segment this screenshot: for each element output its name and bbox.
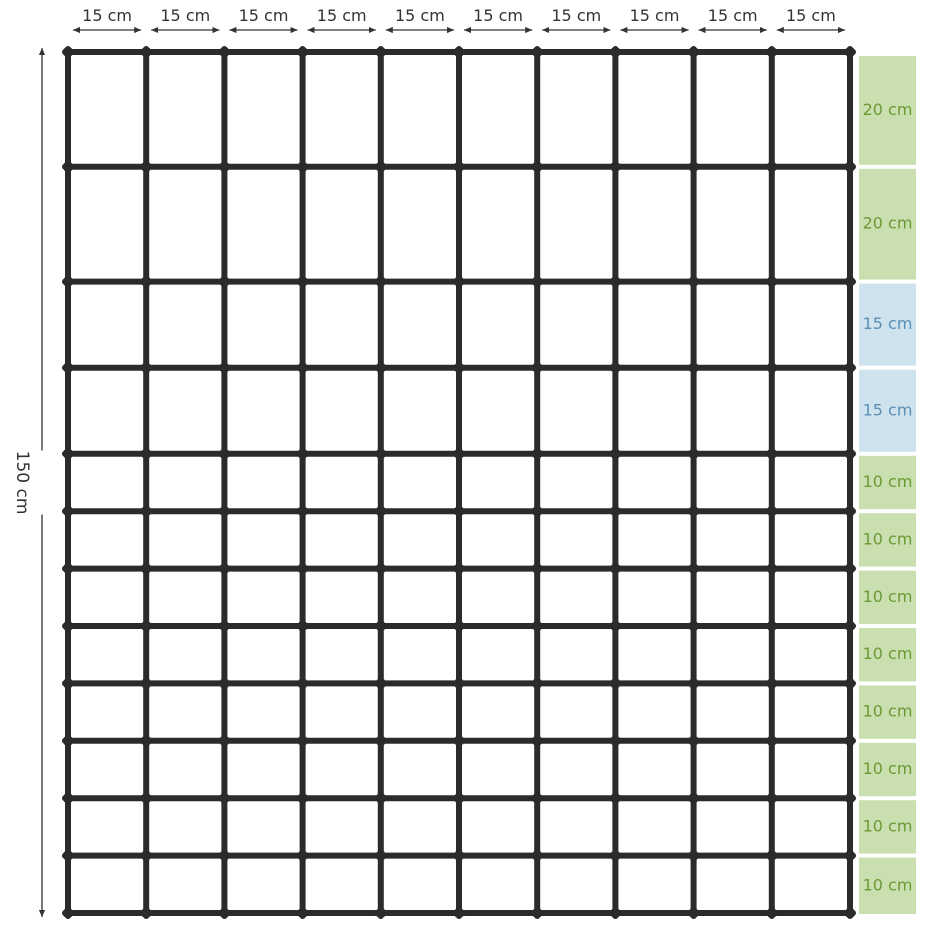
weld-joint — [688, 449, 698, 459]
row-spacing-label: 10 cm — [862, 816, 913, 836]
row-spacing-bands — [859, 56, 916, 914]
row-spacing-label: 15 cm — [862, 400, 913, 420]
weld-joint — [610, 47, 620, 57]
weld-joint — [63, 276, 73, 286]
weld-joint — [610, 793, 620, 803]
weld-joint — [845, 678, 855, 688]
weld-joint — [767, 276, 777, 286]
weld-joint — [845, 363, 855, 373]
weld-joint — [376, 563, 386, 573]
weld-joint — [532, 276, 542, 286]
weld-joint — [63, 678, 73, 688]
weld-joint — [532, 162, 542, 172]
weld-joint — [376, 47, 386, 57]
weld-joint — [141, 276, 151, 286]
weld-joint — [845, 908, 855, 918]
weld-joint — [532, 563, 542, 573]
weld-joint — [610, 276, 620, 286]
weld-joint — [610, 563, 620, 573]
column-dimension-label: 15 cm — [160, 6, 211, 25]
weld-joint — [219, 908, 229, 918]
weld-joint — [532, 363, 542, 373]
column-dimension-label: 15 cm — [551, 6, 602, 25]
weld-joint — [376, 506, 386, 516]
weld-joint — [610, 678, 620, 688]
weld-joint — [376, 908, 386, 918]
weld-joint — [767, 621, 777, 631]
weld-joint — [532, 449, 542, 459]
weld-joint — [454, 449, 464, 459]
row-spacing-label: 20 cm — [862, 99, 913, 119]
row-spacing-label: 10 cm — [862, 875, 913, 895]
weld-joint — [532, 621, 542, 631]
weld-joint — [610, 736, 620, 746]
weld-joint — [297, 47, 307, 57]
weld-joint — [845, 563, 855, 573]
weld-joint — [219, 793, 229, 803]
weld-joint — [297, 850, 307, 860]
weld-joint — [767, 678, 777, 688]
weld-joint — [688, 678, 698, 688]
weld-joint — [454, 850, 464, 860]
weld-joint — [454, 736, 464, 746]
weld-joint — [297, 363, 307, 373]
weld-joint — [376, 363, 386, 373]
weld-joint — [454, 363, 464, 373]
column-dimensions — [73, 6, 845, 30]
weld-joint — [141, 621, 151, 631]
weld-joint — [688, 276, 698, 286]
weld-joint — [219, 363, 229, 373]
weld-joint — [219, 850, 229, 860]
weld-joint — [63, 621, 73, 631]
weld-joint — [219, 47, 229, 57]
weld-joint — [376, 449, 386, 459]
weld-joint — [688, 736, 698, 746]
weld-joint — [141, 162, 151, 172]
weld-joint — [532, 850, 542, 860]
weld-joint — [141, 678, 151, 688]
weld-joint — [141, 908, 151, 918]
weld-joint — [63, 506, 73, 516]
weld-joint — [767, 563, 777, 573]
weld-joint — [845, 449, 855, 459]
weld-joint — [688, 162, 698, 172]
weld-joint — [767, 449, 777, 459]
weld-joint — [376, 621, 386, 631]
weld-joint — [454, 563, 464, 573]
row-spacing-label: 15 cm — [862, 314, 913, 334]
weld-joint — [532, 793, 542, 803]
weld-joint — [532, 47, 542, 57]
weld-joint — [688, 621, 698, 631]
weld-joint — [376, 736, 386, 746]
weld-joint — [297, 162, 307, 172]
weld-joint — [767, 736, 777, 746]
weld-joint — [219, 162, 229, 172]
column-dimension-label: 15 cm — [238, 6, 289, 25]
weld-joint — [63, 563, 73, 573]
weld-joint — [297, 678, 307, 688]
weld-joint — [610, 621, 620, 631]
weld-joint — [63, 162, 73, 172]
weld-joint — [532, 678, 542, 688]
weld-joint — [454, 162, 464, 172]
total-height-dimension — [12, 48, 54, 917]
height-dimension-label: 150 cm — [12, 450, 32, 515]
weld-joint — [141, 563, 151, 573]
weld-joint — [219, 449, 229, 459]
weld-joint — [297, 276, 307, 286]
row-spacing-label: 10 cm — [862, 529, 913, 549]
weld-joint — [141, 449, 151, 459]
weld-joint — [141, 850, 151, 860]
weld-joint — [141, 506, 151, 516]
weld-joint — [610, 162, 620, 172]
weld-joint — [63, 47, 73, 57]
weld-joint — [688, 908, 698, 918]
column-dimension-label: 15 cm — [394, 6, 445, 25]
weld-joint — [297, 908, 307, 918]
weld-joint — [376, 276, 386, 286]
weld-joint — [845, 47, 855, 57]
height-label-gap — [30, 451, 54, 515]
row-spacing-label: 10 cm — [862, 586, 913, 606]
weld-joint — [376, 678, 386, 688]
weld-joint — [610, 850, 620, 860]
weld-joint — [219, 506, 229, 516]
weld-joint — [454, 678, 464, 688]
weld-joint — [610, 908, 620, 918]
weld-joint — [219, 276, 229, 286]
weld-joint — [376, 162, 386, 172]
weld-joint — [845, 162, 855, 172]
weld-joint — [297, 506, 307, 516]
row-spacing-label: 10 cm — [862, 759, 913, 778]
row-spacing-label: 10 cm — [862, 472, 913, 491]
weld-joint — [454, 793, 464, 803]
weld-joint — [845, 850, 855, 860]
weld-joint — [767, 162, 777, 172]
column-dimension-label: 15 cm — [707, 6, 758, 25]
weld-joint — [532, 736, 542, 746]
column-dimension-label: 15 cm — [629, 6, 680, 25]
weld-joint — [376, 850, 386, 860]
weld-joint — [767, 793, 777, 803]
weld-joint — [219, 563, 229, 573]
row-spacing-label: 20 cm — [862, 213, 913, 233]
weld-joint — [688, 850, 698, 860]
weld-joint — [532, 506, 542, 516]
weld-joint — [219, 621, 229, 631]
weld-joint — [610, 363, 620, 373]
weld-joint — [219, 678, 229, 688]
weld-joint — [141, 736, 151, 746]
weld-joint — [297, 621, 307, 631]
weld-joint — [454, 621, 464, 631]
column-dimension-label: 15 cm — [82, 6, 133, 25]
row-spacing-label: 10 cm — [862, 644, 913, 664]
row-spacing-label: 10 cm — [862, 701, 913, 721]
column-dimension-label: 15 cm — [473, 6, 524, 25]
weld-joint — [63, 793, 73, 803]
weld-joint — [767, 47, 777, 57]
weld-joint — [63, 850, 73, 860]
weld-joint — [767, 908, 777, 918]
weld-joint — [845, 506, 855, 516]
weld-joint — [845, 276, 855, 286]
weld-joint — [297, 736, 307, 746]
weld-joint — [454, 276, 464, 286]
weld-joint — [454, 506, 464, 516]
weld-joint — [845, 736, 855, 746]
weld-joint — [141, 363, 151, 373]
weld-joint — [141, 793, 151, 803]
weld-joint — [688, 363, 698, 373]
column-dimension-label: 15 cm — [785, 6, 836, 25]
weld-joint — [376, 793, 386, 803]
wire-mesh-grid — [63, 47, 855, 918]
weld-joint — [767, 506, 777, 516]
weld-joint — [141, 47, 151, 57]
weld-joint — [63, 363, 73, 373]
weld-joint — [767, 363, 777, 373]
weld-joint — [63, 449, 73, 459]
weld-joint — [688, 793, 698, 803]
weld-joint — [610, 506, 620, 516]
weld-joint — [767, 850, 777, 860]
weld-joint — [297, 449, 307, 459]
weld-joint — [688, 47, 698, 57]
weld-joint — [454, 47, 464, 57]
weld-joint — [688, 506, 698, 516]
weld-joint — [297, 563, 307, 573]
weld-joint — [610, 449, 620, 459]
weld-joint — [454, 908, 464, 918]
weld-joint — [688, 563, 698, 573]
weld-joint — [219, 736, 229, 746]
weld-joint — [297, 793, 307, 803]
column-dimension-label: 15 cm — [316, 6, 367, 25]
weld-joint — [63, 908, 73, 918]
weld-joint — [845, 793, 855, 803]
weld-joint — [532, 908, 542, 918]
weld-joint — [63, 736, 73, 746]
weld-joint — [845, 621, 855, 631]
